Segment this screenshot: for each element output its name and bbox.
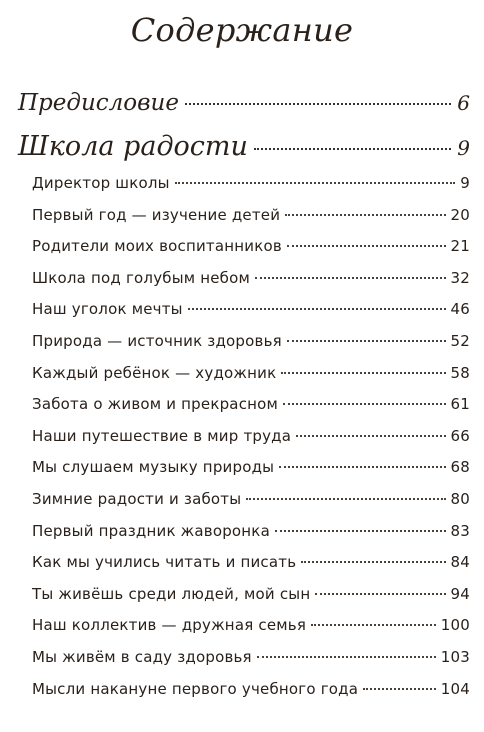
entry-page-number: 20 <box>450 205 470 224</box>
entry-page-number: 32 <box>450 268 470 287</box>
entry-label: Школа под голубым небом <box>32 268 251 287</box>
dot-leader <box>254 148 451 150</box>
entry-label: Наш коллектив — дружная семья <box>32 616 307 635</box>
entry-page-number: 61 <box>450 395 470 414</box>
entry-page-number: 66 <box>450 426 470 445</box>
entry-label: Наши путешествие в мир труда <box>32 426 292 445</box>
section-label: Предисловие <box>18 90 179 116</box>
entry-label: Мы слушаем музыку природы <box>32 458 275 477</box>
dot-leader <box>311 624 436 626</box>
dot-leader <box>301 561 445 563</box>
entry-label: Мы живём в саду здоровья <box>32 648 252 666</box>
section-page-number: 9 <box>457 136 470 160</box>
dot-leader <box>281 372 445 374</box>
entry-label: Природа — источник здоровья <box>32 332 282 350</box>
entry-label: Родители моих воспитанников <box>32 237 282 256</box>
entry-page-number: 46 <box>450 300 470 319</box>
dot-leader <box>363 688 436 690</box>
toc-entry <box>32 646 470 668</box>
toc-entry <box>32 520 470 542</box>
entry-page-number: 52 <box>450 332 470 350</box>
entry-label: Мысли накануне первого учебного года <box>32 679 359 698</box>
section-row-school-of-joy <box>18 128 470 167</box>
dot-leader <box>185 103 451 105</box>
entry-label: Первый праздник жаворонка <box>32 521 270 540</box>
entry-page-number: 104 <box>440 679 470 698</box>
dot-leader <box>255 277 445 279</box>
toc-entry <box>32 298 470 320</box>
dot-leader <box>275 530 446 532</box>
entry-page-number: 68 <box>450 458 470 477</box>
entry-page-number: 103 <box>440 648 470 666</box>
entry-label: Первый год — изучение детей <box>32 205 281 224</box>
dot-leader <box>296 435 445 437</box>
toc-entry <box>32 551 470 573</box>
toc-entry <box>32 204 470 226</box>
dot-leader <box>283 403 445 405</box>
dot-leader <box>175 182 456 184</box>
toc-entry <box>32 235 470 257</box>
entry-label: Каждый ребёнок — художник <box>32 363 277 382</box>
toc-entry <box>32 330 470 352</box>
dot-leader <box>285 214 445 216</box>
dot-leader <box>188 308 446 310</box>
toc-entry <box>32 488 470 510</box>
toc-entry <box>32 267 470 289</box>
entry-page-number: 84 <box>450 553 470 572</box>
dot-leader <box>246 498 445 500</box>
toc-entry <box>32 425 470 447</box>
dot-leader <box>257 656 436 658</box>
dot-leader <box>315 593 445 595</box>
entry-label: Зимние радости и заботы <box>32 490 242 508</box>
entry-page-number: 21 <box>450 237 470 256</box>
entry-label: Забота о живом и прекрасном <box>32 395 279 414</box>
section-row-preface <box>18 86 470 120</box>
entry-label: Как мы учились читать и писать <box>32 553 297 572</box>
dot-leader <box>279 466 445 468</box>
toc-title: Содержание <box>130 11 354 49</box>
toc-entry <box>32 678 470 700</box>
toc-entry <box>32 614 470 636</box>
toc-entry <box>32 362 470 384</box>
dot-leader <box>287 245 446 247</box>
entry-label: Наш уголок мечты <box>32 300 183 319</box>
dot-leader <box>287 340 446 342</box>
entry-page-number: 9 <box>460 174 470 192</box>
section-label: Школа радости <box>18 131 248 162</box>
entry-label: Директор школы <box>32 174 170 192</box>
toc-entry <box>32 583 470 605</box>
toc-entry <box>32 172 470 194</box>
entry-page-number: 58 <box>450 363 470 382</box>
section-page-number: 6 <box>457 91 470 115</box>
toc-entry <box>32 393 470 415</box>
entry-page-number: 94 <box>450 584 470 603</box>
entry-page-number: 100 <box>440 616 470 635</box>
entry-page-number: 80 <box>450 490 470 508</box>
toc-entry <box>32 456 470 478</box>
entry-page-number: 83 <box>450 521 470 540</box>
entry-label: Ты живёшь среди людей, мой сын <box>32 584 311 603</box>
